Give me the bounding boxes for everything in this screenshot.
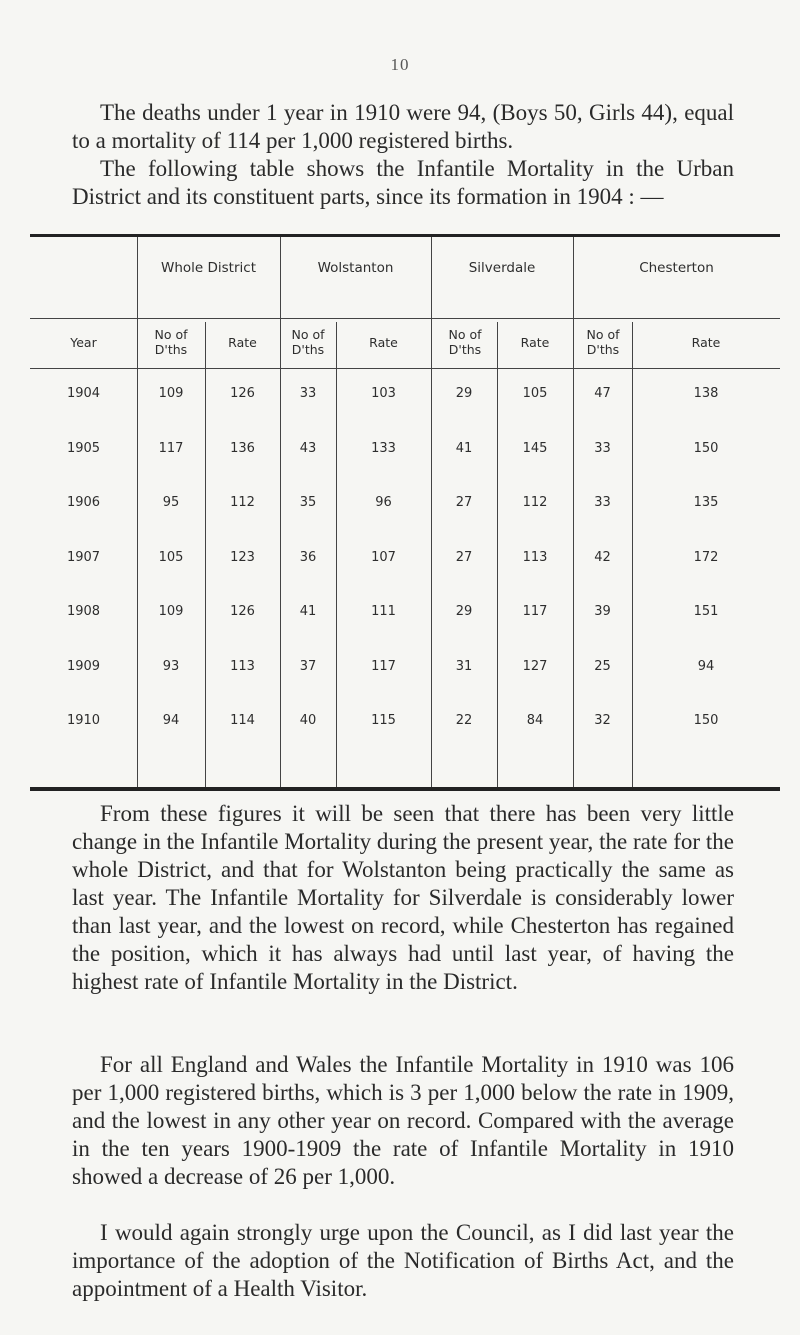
table-cell: 40	[299, 713, 317, 728]
paragraph-infant-deaths: The deaths under 1 year in 1910 were 94, (Boys 50, Girls 44), equal to a mortality of 114 per 1,000 registered births.	[72, 100, 734, 153]
table-cell: 113	[230, 658, 255, 674]
table-cell: 93	[162, 658, 180, 674]
deaths-header: No of D'ths	[586, 327, 620, 357]
table-cell: 27	[455, 495, 473, 510]
table-cell: 150	[693, 440, 719, 456]
table-cell: 145	[522, 440, 548, 456]
column-divider	[137, 237, 138, 787]
rate-header: Rate	[369, 335, 398, 350]
group-header-silverdale: Silverdale	[468, 260, 536, 276]
table-bottom-rule	[30, 787, 780, 791]
table-cell: 150	[693, 713, 719, 728]
deaths-header: No of D'ths	[154, 327, 188, 357]
column-divider	[573, 237, 574, 787]
deaths-header: No of D'ths	[291, 327, 325, 357]
group-header-chesterton: Chesterton	[639, 260, 714, 276]
table-cell: 29	[455, 604, 473, 619]
table-cell: 103	[371, 386, 396, 401]
table-row-year: 1908	[66, 604, 101, 619]
table-cell: 31	[455, 658, 473, 674]
table-cell: 41	[299, 604, 317, 619]
table-row-year: 1906	[66, 495, 101, 510]
table-cell: 135	[693, 495, 719, 510]
table-cell: 41	[455, 440, 473, 456]
table-row-year: 1909	[66, 658, 101, 674]
table-cell: 123	[230, 549, 255, 565]
paragraph-table-intro: The following table shows the Infantile Mortality in the Urban District and its constituent parts, since its formation in 1904 : —	[72, 156, 734, 209]
table-cell: 109	[158, 604, 184, 619]
rate-header: Rate	[520, 335, 550, 350]
table-cell: 172	[693, 549, 719, 565]
group-header-rule	[30, 318, 780, 319]
sub-header-rule	[30, 368, 780, 369]
deaths-header: No of D'ths	[448, 327, 482, 357]
table-cell: 105	[522, 386, 548, 401]
table-cell: 96	[375, 495, 392, 510]
infant-mortality-table	[30, 234, 780, 791]
column-divider	[280, 237, 281, 787]
table-cell: 33	[299, 386, 317, 401]
table-cell: 36	[299, 549, 317, 565]
table-cell: 117	[371, 658, 396, 674]
table-cell: 33	[594, 440, 611, 456]
table-cell: 94	[697, 658, 715, 674]
table-cell: 43	[299, 440, 317, 456]
table-cell: 112	[522, 495, 548, 510]
table-row-year: 1905	[66, 440, 101, 456]
table-cell: 32	[594, 713, 611, 728]
table-cell: 29	[455, 386, 473, 401]
table-cell: 127	[522, 658, 548, 674]
table-row-year: 1910	[66, 713, 101, 728]
table-cell: 133	[371, 440, 396, 456]
table-cell: 35	[299, 495, 317, 510]
table-cell: 47	[594, 386, 611, 401]
rate-header: Rate	[691, 335, 721, 350]
table-cell: 111	[371, 604, 396, 619]
year-header: Year	[70, 335, 97, 350]
table-cell: 126	[230, 604, 255, 619]
table-cell: 115	[371, 713, 396, 728]
table-cell: 138	[693, 386, 719, 401]
table-cell: 114	[230, 713, 255, 728]
table-top-rule	[30, 234, 780, 237]
table-cell: 109	[158, 386, 184, 401]
table-cell: 37	[299, 658, 317, 674]
table-cell: 113	[522, 549, 548, 565]
group-header-whole-district: Whole District	[160, 260, 256, 276]
table-row-year: 1904	[66, 386, 101, 401]
table-cell: 112	[230, 495, 255, 510]
paragraph-england-wales: For all England and Wales the Infantile Mortality in 1910 was 106 per 1,000 registered births, which is 3 per 1,000 below the rate in 1909, and the lowest in any other year on record. Compared with the average in the ten years 1900-1909 the rate of Infantile Mortality in 1910 showed a decrease of 26 per 1,000.	[72, 1052, 734, 1189]
table-cell: 151	[693, 604, 719, 619]
paragraph-figures-analysis: From these figures it will be seen that there has been very little change in the Infantile Mortality during the present year, the rate for the whole District, and that for Wolstanton being practically the same as last year. The Infantile Mortality for Silverdale is considerably lower than last year, and the lowest on record, while Chesterton has regained the position, which it has always had until last year, of having the highest rate of Infantile Mortality in the District.	[72, 801, 734, 994]
table-cell: 105	[158, 549, 184, 565]
table-cell: 107	[371, 549, 396, 565]
table-cell: 27	[455, 549, 473, 565]
rate-header: Rate	[228, 335, 257, 350]
page-number: 10	[390, 55, 410, 74]
table-cell: 84	[526, 713, 544, 728]
table-cell: 39	[594, 604, 611, 619]
table-cell: 25	[594, 658, 611, 674]
paragraph-council-urge: I would again strongly urge upon the Council, as I did last year the importance of the adoption of the Notification of Births Act, and the appointment of a Health Visitor.	[72, 1220, 734, 1301]
table-cell: 126	[230, 386, 255, 401]
table-cell: 33	[594, 495, 611, 510]
table-cell: 22	[455, 713, 473, 728]
table-cell: 136	[230, 440, 255, 456]
table-cell: 117	[158, 440, 184, 456]
group-header-wolstanton: Wolstanton	[317, 260, 394, 276]
table-cell: 117	[522, 604, 548, 619]
table-cell: 94	[162, 713, 180, 728]
column-divider	[431, 237, 432, 787]
table-cell: 42	[594, 549, 611, 565]
table-row-year: 1907	[66, 549, 101, 565]
table-cell: 95	[162, 495, 180, 510]
